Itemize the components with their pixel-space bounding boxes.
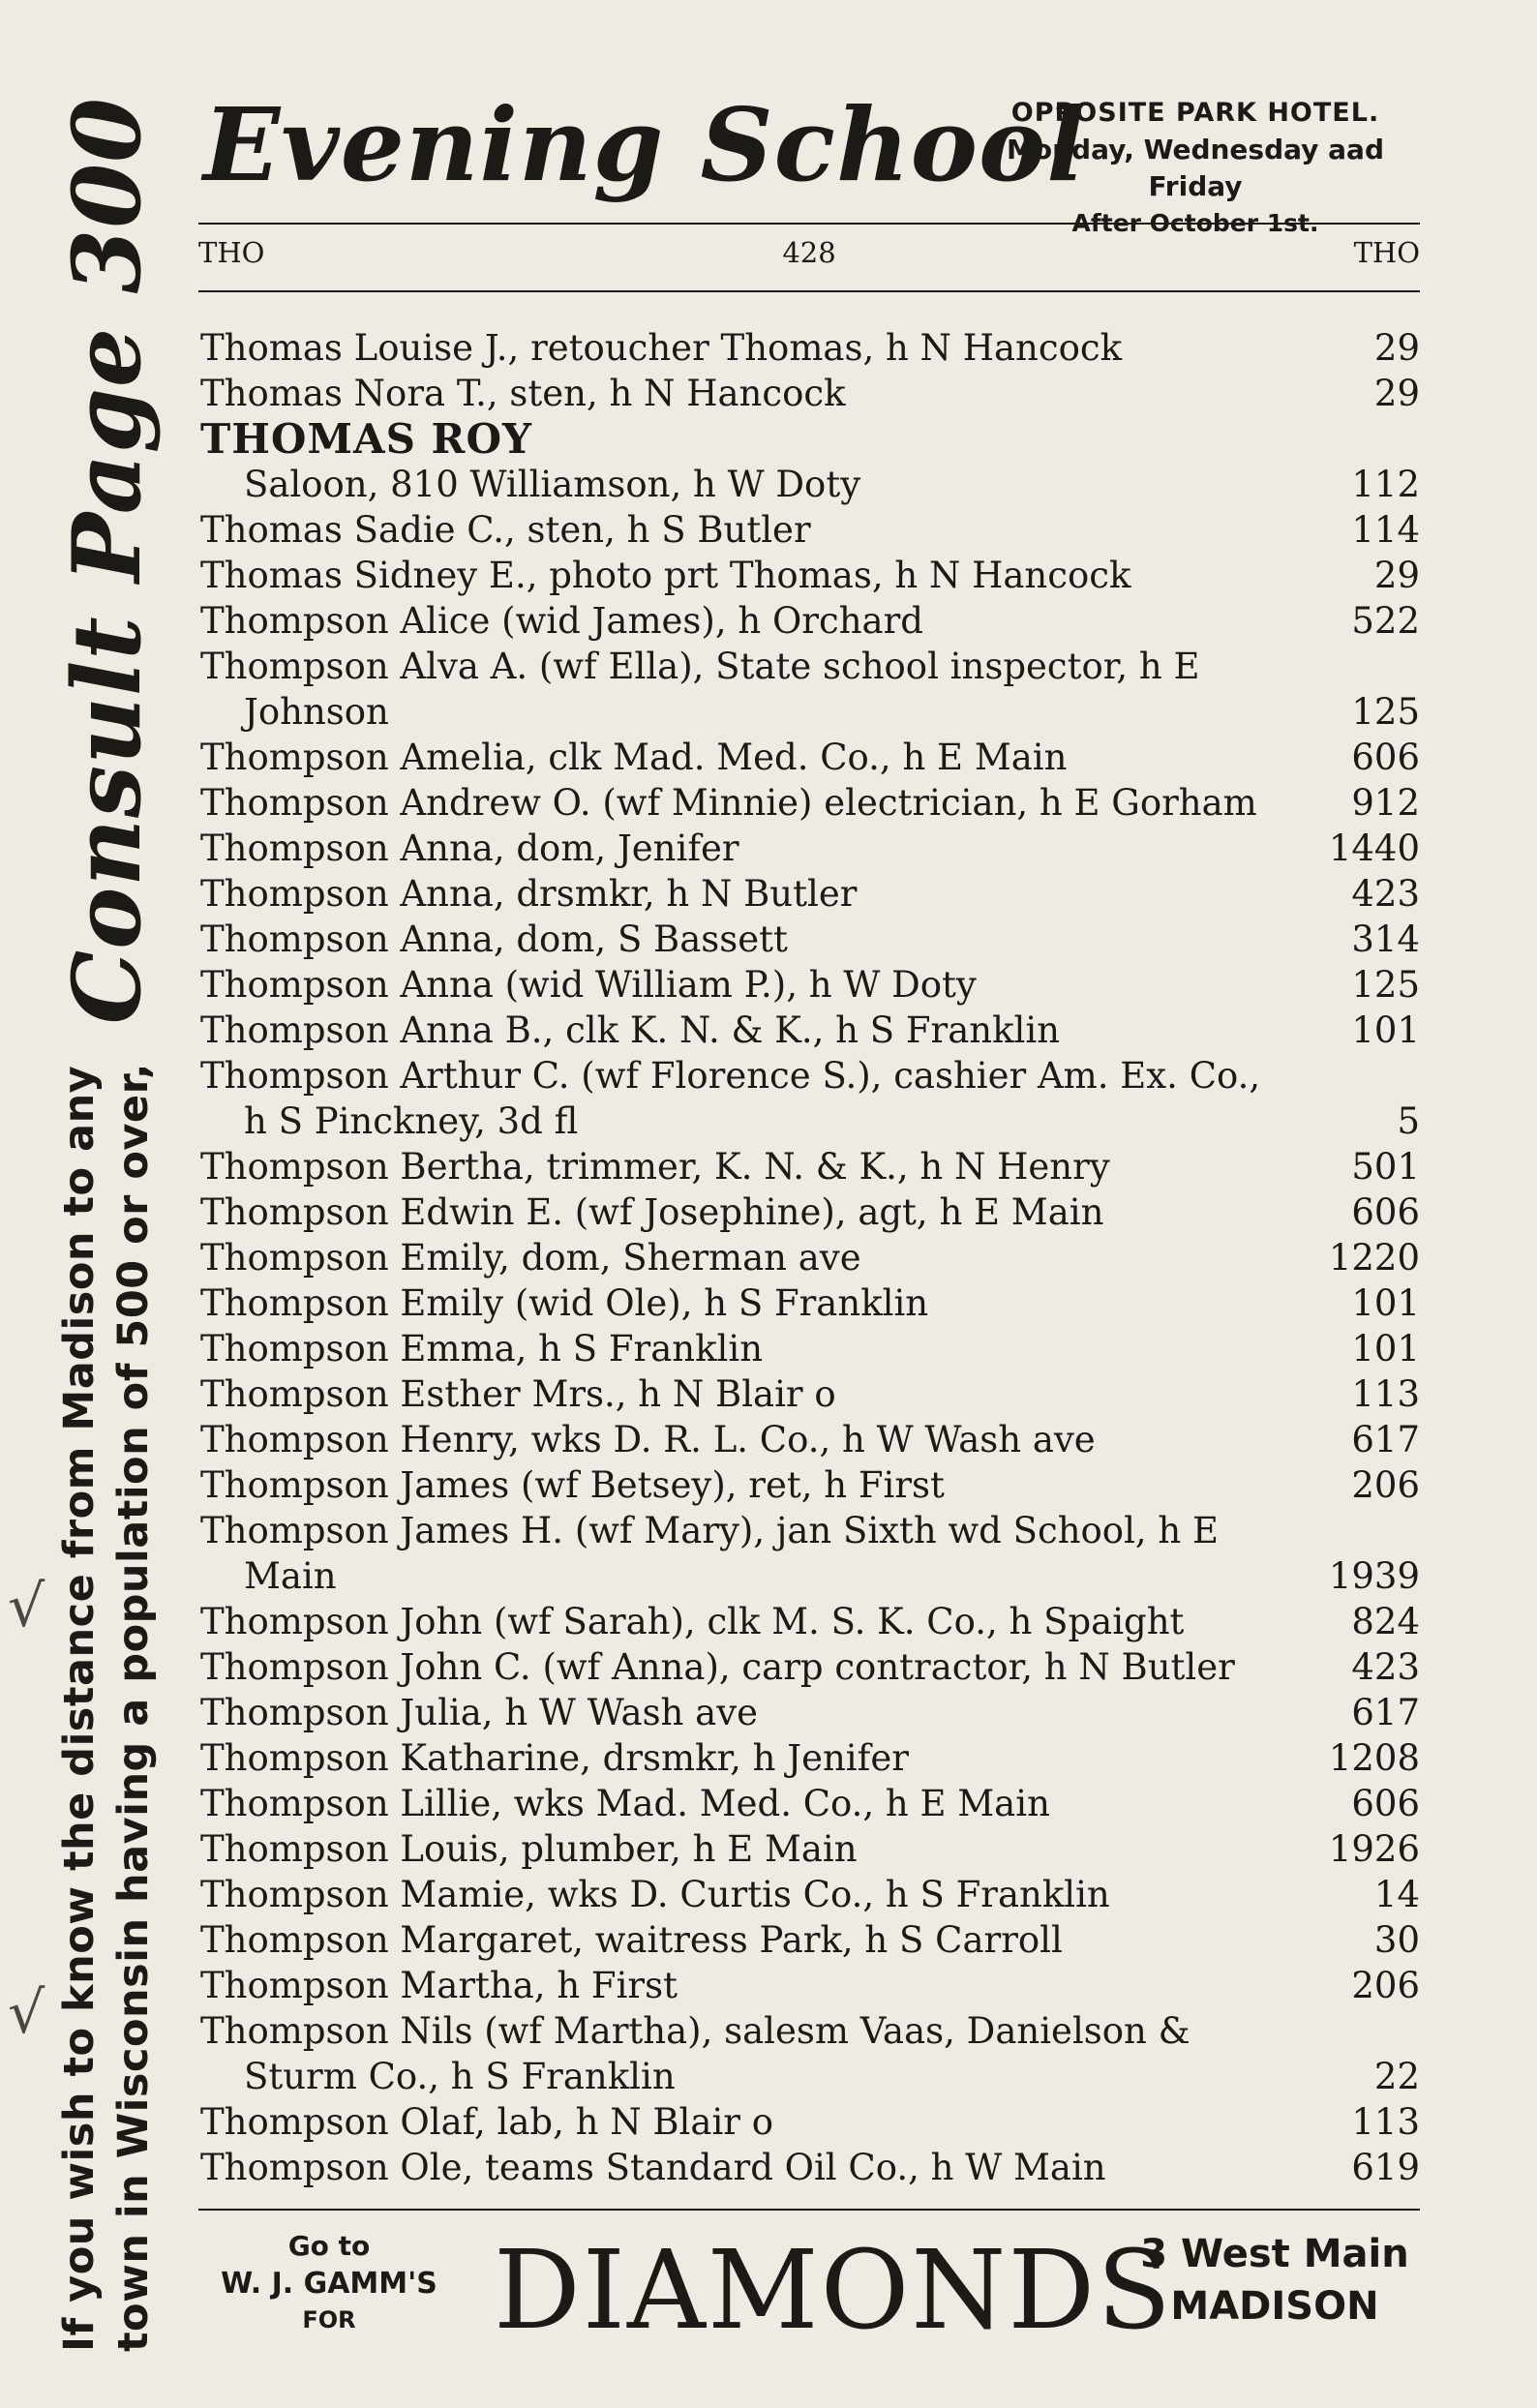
entry-text: Thompson Ole, teams Standard Oil Co., h W Main bbox=[200, 2147, 1106, 2188]
entry-number: 606 bbox=[1351, 1783, 1420, 1824]
entry-number: 101 bbox=[1351, 1009, 1420, 1051]
pencil-check-mark: √ bbox=[8, 1573, 45, 1640]
top-ad-line-2: Monday, Wednesday aad Friday bbox=[1007, 134, 1384, 202]
entry-number: 112 bbox=[1351, 464, 1420, 505]
entry-text: Thompson Nils (wf Martha), salesm Vaas, Danielson & bbox=[200, 2010, 1190, 2052]
bottom-ad-for: FOR bbox=[302, 2306, 356, 2333]
list-item bbox=[200, 553, 1420, 598]
list-item bbox=[200, 1735, 1420, 1781]
entry-text: Thompson Anna (wid William P.), h W Doty bbox=[200, 964, 977, 1006]
entry-text: Thompson John C. (wf Anna), carp contractor, h N Butler bbox=[200, 1646, 1235, 1688]
list-item bbox=[200, 1462, 1420, 1508]
list-item bbox=[200, 2099, 1420, 2145]
list-item bbox=[200, 1326, 1420, 1371]
entry-text: THOMAS ROY bbox=[200, 415, 533, 463]
list-item bbox=[200, 1280, 1420, 1326]
bottom-ad-goto bbox=[198, 2230, 460, 2334]
entry-number: 423 bbox=[1351, 1646, 1420, 1688]
entry-text: Thompson James (wf Betsey), ret, h First bbox=[200, 1464, 945, 1506]
side-ad-consult: Consult Page 300 bbox=[51, 97, 162, 1025]
entry-text: Thompson Olaf, lab, h N Blair o bbox=[200, 2101, 773, 2143]
top-ad-info bbox=[968, 95, 1423, 242]
entry-number: 522 bbox=[1351, 600, 1420, 642]
list-item bbox=[200, 371, 1420, 416]
list-item bbox=[200, 1189, 1420, 1235]
entry-number: 29 bbox=[1373, 373, 1420, 414]
side-ad-line-1: If you wish to know the distance from Madison to any bbox=[55, 1065, 104, 2352]
side-advertisement bbox=[29, 97, 184, 2352]
entry-text: Thompson Martha, h First bbox=[200, 1965, 678, 2006]
entry-number: 1208 bbox=[1328, 1737, 1420, 1779]
entry-number: 29 bbox=[1373, 555, 1420, 596]
entry-number: 1220 bbox=[1328, 1237, 1420, 1279]
bottom-ad-diamonds: DIAMONDS bbox=[494, 2228, 1173, 2354]
entry-number: 5 bbox=[1397, 1100, 1420, 1142]
list-item bbox=[200, 2008, 1420, 2054]
page-number: 428 bbox=[782, 236, 836, 269]
entry-text: Thompson Arthur C. (wf Florence S.), cashier Am. Ex. Co., bbox=[200, 1055, 1261, 1097]
entry-number: 1926 bbox=[1328, 1828, 1420, 1870]
bottom-ad-name: W. J. GAMM'S bbox=[221, 2267, 437, 2301]
running-head-right: THO bbox=[1353, 236, 1420, 269]
entry-number: 606 bbox=[1351, 1191, 1420, 1233]
entry-text: Thompson Henry, wks D. R. L. Co., h W Wash ave bbox=[200, 1419, 1096, 1460]
entry-text: Thompson Edwin E. (wf Josephine), agt, h E Main bbox=[200, 1191, 1104, 1233]
list-item bbox=[200, 1553, 1420, 1599]
entry-number: 14 bbox=[1373, 1874, 1420, 1915]
entry-number: 619 bbox=[1351, 2147, 1420, 2188]
side-ad-line-2: town in Wisconsin having a population of 500 or over, bbox=[109, 1063, 158, 2352]
entry-number: 101 bbox=[1351, 1328, 1420, 1370]
list-item bbox=[200, 1644, 1420, 1690]
entry-number: 113 bbox=[1351, 1373, 1420, 1415]
entry-number: 912 bbox=[1351, 782, 1420, 824]
entry-text: Thomas Sadie C., sten, h S Butler bbox=[200, 509, 811, 551]
list-item bbox=[200, 826, 1420, 871]
entry-text: Thompson Esther Mrs., h N Blair o bbox=[200, 1373, 836, 1415]
entry-number: 824 bbox=[1351, 1601, 1420, 1642]
list-item bbox=[200, 1963, 1420, 2008]
entry-number: 125 bbox=[1351, 964, 1420, 1006]
bottom-ad-go-to: Go to bbox=[287, 2230, 371, 2262]
entry-text: Thompson Lillie, wks Mad. Med. Co., h E Main bbox=[200, 1783, 1050, 1824]
entry-number: 206 bbox=[1351, 1464, 1420, 1506]
entry-text: Thompson Julia, h W Wash ave bbox=[200, 1692, 759, 1733]
list-item bbox=[200, 1781, 1420, 1826]
entry-text: Thompson Emily (wid Ole), h S Franklin bbox=[200, 1282, 929, 1324]
section-heading bbox=[200, 416, 1420, 462]
entry-number: 1440 bbox=[1328, 828, 1420, 869]
list-item bbox=[200, 644, 1420, 689]
list-item bbox=[200, 1417, 1420, 1462]
entry-number: 617 bbox=[1351, 1419, 1420, 1460]
bottom-ad-address-line-2: MADISON bbox=[1170, 2284, 1379, 2329]
entry-number: 617 bbox=[1351, 1692, 1420, 1733]
entry-text: Thomas Louise J., retoucher Thomas, h N Hancock bbox=[200, 327, 1122, 369]
entry-number: 113 bbox=[1351, 2101, 1420, 2143]
top-advertisement bbox=[203, 85, 1423, 237]
entry-number: 30 bbox=[1373, 1919, 1420, 1961]
list-item bbox=[200, 1371, 1420, 1417]
list-item bbox=[200, 780, 1420, 826]
running-head-left: THO bbox=[198, 236, 265, 269]
entry-text: Thompson Anna, drsmkr, h N Butler bbox=[200, 873, 858, 915]
running-head bbox=[198, 236, 1420, 275]
entry-text: Main bbox=[244, 1555, 337, 1597]
entry-text: Thompson Alice (wid James), h Orchard bbox=[200, 600, 923, 642]
entry-text: Saloon, 810 Williamson, h W Doty bbox=[244, 464, 861, 505]
entry-number: 501 bbox=[1351, 1146, 1420, 1188]
pencil-check-mark: √ bbox=[8, 1979, 45, 2047]
bottom-ad-address bbox=[1130, 2228, 1420, 2333]
entry-text: Thomas Sidney E., photo prt Thomas, h N Hancock bbox=[200, 555, 1131, 596]
list-item bbox=[200, 1690, 1420, 1735]
list-item bbox=[200, 1599, 1420, 1644]
entry-number: 101 bbox=[1351, 1282, 1420, 1324]
entry-text: Thompson Anna, dom, S Bassett bbox=[200, 918, 788, 960]
bottom-ad-address-line-1: 3 West Main bbox=[1140, 2232, 1409, 2276]
list-item bbox=[200, 1826, 1420, 1872]
entry-number: 1939 bbox=[1328, 1555, 1420, 1597]
entry-text: Thompson Anna B., clk K. N. & K., h S Franklin bbox=[200, 1009, 1060, 1051]
list-item bbox=[200, 689, 1420, 735]
top-ad-line-1: OPPOSITE PARK HOTEL. bbox=[1010, 98, 1380, 128]
entry-number: 22 bbox=[1373, 2056, 1420, 2097]
entry-number: 29 bbox=[1373, 327, 1420, 369]
entry-text: Thompson Mamie, wks D. Curtis Co., h S Franklin bbox=[200, 1874, 1110, 1915]
list-item bbox=[200, 1872, 1420, 1917]
entry-text: Thompson Anna, dom, Jenifer bbox=[200, 828, 739, 869]
entry-text: Thompson Alva A. (wf Ella), State school inspector, h E bbox=[200, 646, 1200, 687]
footer-rule bbox=[198, 2209, 1420, 2211]
header-rule-top bbox=[198, 223, 1420, 225]
list-item bbox=[200, 871, 1420, 917]
entry-text: Thompson Andrew O. (wf Minnie) electrician, h E Gorham bbox=[200, 782, 1257, 824]
list-item bbox=[200, 1008, 1420, 1053]
entry-number: 606 bbox=[1351, 737, 1420, 778]
top-ad-title: Evening School bbox=[203, 85, 1086, 204]
entry-text: Thompson Amelia, clk Mad. Med. Co., h E Main bbox=[200, 737, 1068, 778]
entry-text: Sturm Co., h S Franklin bbox=[244, 2056, 676, 2097]
list-item bbox=[200, 1053, 1420, 1099]
entry-text: Thompson Bertha, trimmer, K. N. & K., h N Henry bbox=[200, 1146, 1110, 1188]
list-item bbox=[200, 1099, 1420, 1144]
list-item bbox=[200, 2145, 1420, 2190]
entry-text: Thompson John (wf Sarah), clk M. S. K. Co., h Spaight bbox=[200, 1601, 1185, 1642]
list-item bbox=[200, 1235, 1420, 1280]
entry-text: Thompson James H. (wf Mary), jan Sixth wd School, h E bbox=[200, 1510, 1220, 1551]
list-item bbox=[200, 1917, 1420, 1963]
entry-text: Thompson Katharine, drsmkr, h Jenifer bbox=[200, 1737, 909, 1779]
entry-number: 114 bbox=[1351, 509, 1420, 551]
list-item bbox=[200, 462, 1420, 507]
header-rule-bottom bbox=[198, 290, 1420, 292]
list-item bbox=[200, 1508, 1420, 1553]
bottom-advertisement bbox=[198, 2218, 1420, 2363]
entry-text: Thompson Emily, dom, Sherman ave bbox=[200, 1237, 861, 1279]
entry-text: Thomas Nora T., sten, h N Hancock bbox=[200, 373, 846, 414]
entry-number: 314 bbox=[1351, 918, 1420, 960]
list-item bbox=[200, 507, 1420, 553]
entry-number: 125 bbox=[1351, 691, 1420, 733]
list-item bbox=[200, 962, 1420, 1008]
list-item bbox=[200, 598, 1420, 644]
entry-text: Thompson Emma, h S Franklin bbox=[200, 1328, 764, 1370]
list-item bbox=[200, 917, 1420, 962]
entry-number: 423 bbox=[1351, 873, 1420, 915]
entry-text: Thompson Margaret, waitress Park, h S Carroll bbox=[200, 1919, 1063, 1961]
list-item bbox=[200, 325, 1420, 371]
entry-number: 206 bbox=[1351, 1965, 1420, 2006]
list-item bbox=[200, 1144, 1420, 1189]
top-ad-line-3: After October 1st. bbox=[1071, 209, 1319, 237]
list-item bbox=[200, 735, 1420, 780]
entry-text: Johnson bbox=[244, 691, 389, 733]
entry-text: Thompson Louis, plumber, h E Main bbox=[200, 1828, 858, 1870]
list-item bbox=[200, 2054, 1420, 2099]
entry-text: h S Pinckney, 3d fl bbox=[244, 1100, 579, 1142]
directory-entries bbox=[200, 325, 1420, 2190]
